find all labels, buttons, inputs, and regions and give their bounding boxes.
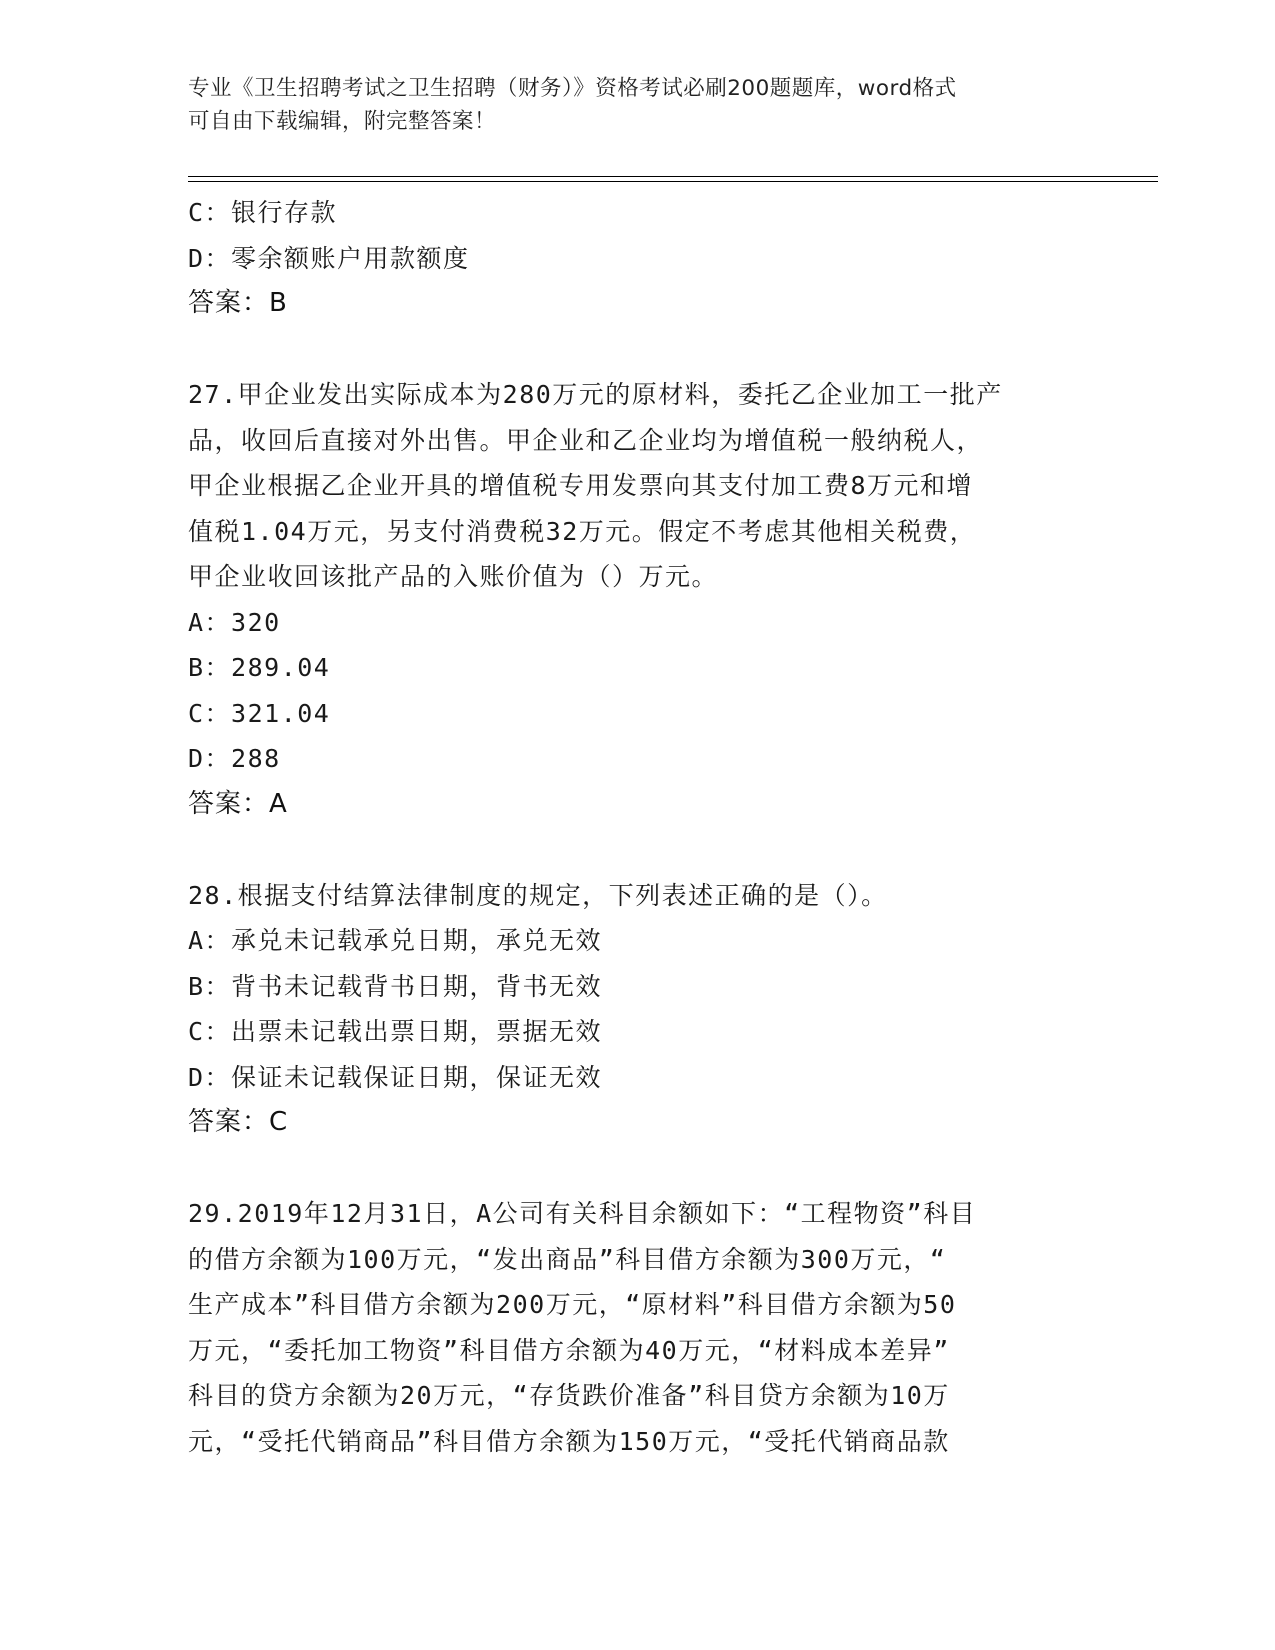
stem-line: 品，收回后直接对外出售。甲企业和乙企业均为增值税一般纳税人， [188, 425, 984, 455]
stem-line: 27.甲企业发出实际成本为280万元的原材料，委托乙企业加工一批产 [188, 380, 1003, 409]
stem-line: 甲企业根据乙企业开具的增值税专用发票向其支付加工费8万元和增 [188, 471, 974, 500]
question-stem [188, 873, 1078, 919]
spacer [188, 327, 1088, 373]
header-title-line-2: 可自由下载编辑，附完整答案！ [188, 109, 497, 134]
question-28 [188, 873, 1088, 1146]
header-divider-bottom [188, 181, 1158, 182]
spacer [188, 827, 1088, 873]
option-b: B：289.04 [188, 653, 331, 682]
option-d: D：288 [188, 744, 281, 773]
stem-line: 科目的贷方余额为20万元，“存货跌价准备”科目贷方余额为10万 [188, 1381, 950, 1410]
question-27 [188, 372, 1088, 827]
stem-line: 甲企业收回该批产品的入账价值为（）万元。 [188, 562, 719, 591]
spacer [188, 1146, 1088, 1192]
header-title-line-1: 专业《卫生招聘考试之卫生招聘（财务）》资格考试必刷200题题库，word格式 [188, 76, 957, 101]
option-a: A：承兑未记载承兑日期，承兑无效 [188, 926, 603, 955]
document-header [188, 72, 1068, 138]
option-c: C：银行存款 [188, 198, 338, 227]
header-divider-top [188, 176, 1158, 177]
document-body [188, 190, 1088, 1464]
stem-line: 生产成本”科目借方余额为200万元，“原材料”科目借方余额为50 [188, 1290, 957, 1319]
option-d: D：零余额账户用款额度 [188, 243, 470, 273]
stem-line: 元，“受托代销商品”科目借方余额为150万元，“受托代销商品款 [188, 1426, 950, 1456]
question-stem [188, 1191, 1078, 1464]
stem-line: 的借方余额为100万元，“发出商品”科目借方余额为300万元，“ [188, 1244, 947, 1274]
answer-line: 答案：A [188, 788, 288, 819]
option-c: C：出票未记载出票日期，票据无效 [188, 1017, 603, 1046]
option-b: B：背书未记载背书日期，背书无效 [188, 971, 603, 1001]
option-a: A：320 [188, 607, 281, 637]
answer-line: 答案：C [188, 1107, 289, 1137]
question-26 [188, 190, 1088, 327]
stem-line: 28.根据支付结算法律制度的规定，下列表述正确的是（）。 [188, 880, 888, 910]
question-29 [188, 1191, 1088, 1464]
stem-line: 值税1.04万元，另支付消费税32万元。假定不考虑其他相关税费， [188, 516, 977, 546]
stem-line: 万元，“委托加工物资”科目借方余额为40万元，“材料成本差异” [188, 1335, 950, 1365]
answer-line: 答案：B [188, 288, 288, 318]
stem-line: 29.2019年12月31日，A公司有关科目余额如下：“工程物资”科目 [188, 1199, 977, 1228]
option-c: C：321.04 [188, 698, 331, 728]
option-d: D：保证未记载保证日期，保证无效 [188, 1062, 603, 1092]
question-stem [188, 372, 1078, 600]
